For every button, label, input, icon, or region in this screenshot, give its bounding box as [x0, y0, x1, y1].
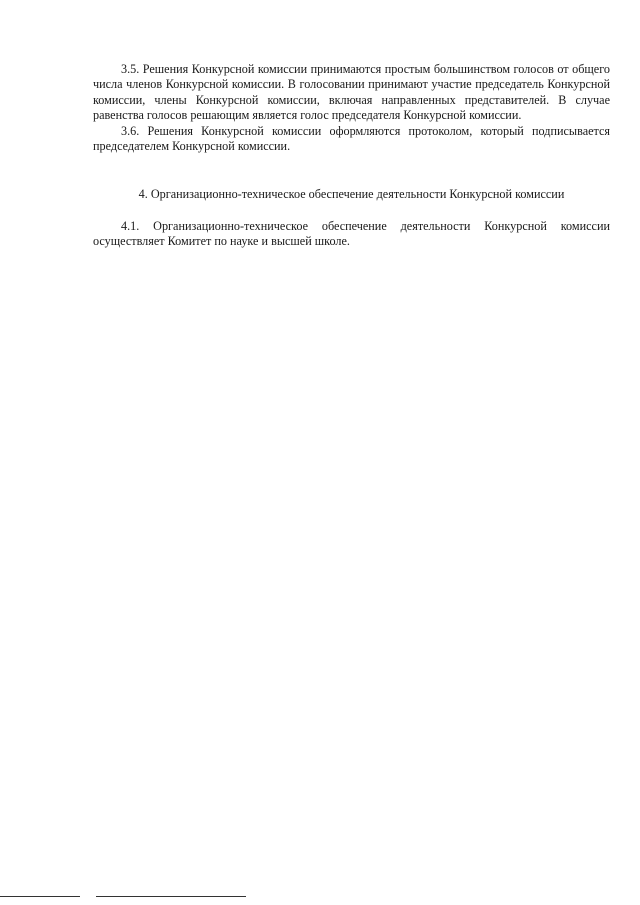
section-4-text	[93, 219, 610, 250]
section-3-text	[93, 62, 610, 154]
paragraph-3-5: 3.5. Решения Конкурсной комиссии принимаются простым большинством голосов от общего числа членов Конкурсной комиссии. В голосовании принимают участие председатель Конкурсной комиссии, члены Конкурсной комиссии, включая направленных представителей. В случае равенства голосов решающим является голос председателя Конкурсной комиссии.	[93, 62, 610, 123]
footer-rule-left	[0, 896, 80, 897]
footer-rule-right	[96, 896, 246, 897]
paragraph-4-1: 4.1. Организационно-техническое обеспечение деятельности Конкурсной комиссии осуществляет Комитет по науке и высшей школе.	[93, 219, 610, 249]
paragraph-3-6: 3.6. Решения Конкурсной комиссии оформляются протоколом, который подписывается председателем Конкурсной комиссии.	[93, 123, 610, 154]
section-4-heading: 4. Организационно-техническое обеспечение деятельности Конкурсной комиссии	[138, 187, 565, 201]
